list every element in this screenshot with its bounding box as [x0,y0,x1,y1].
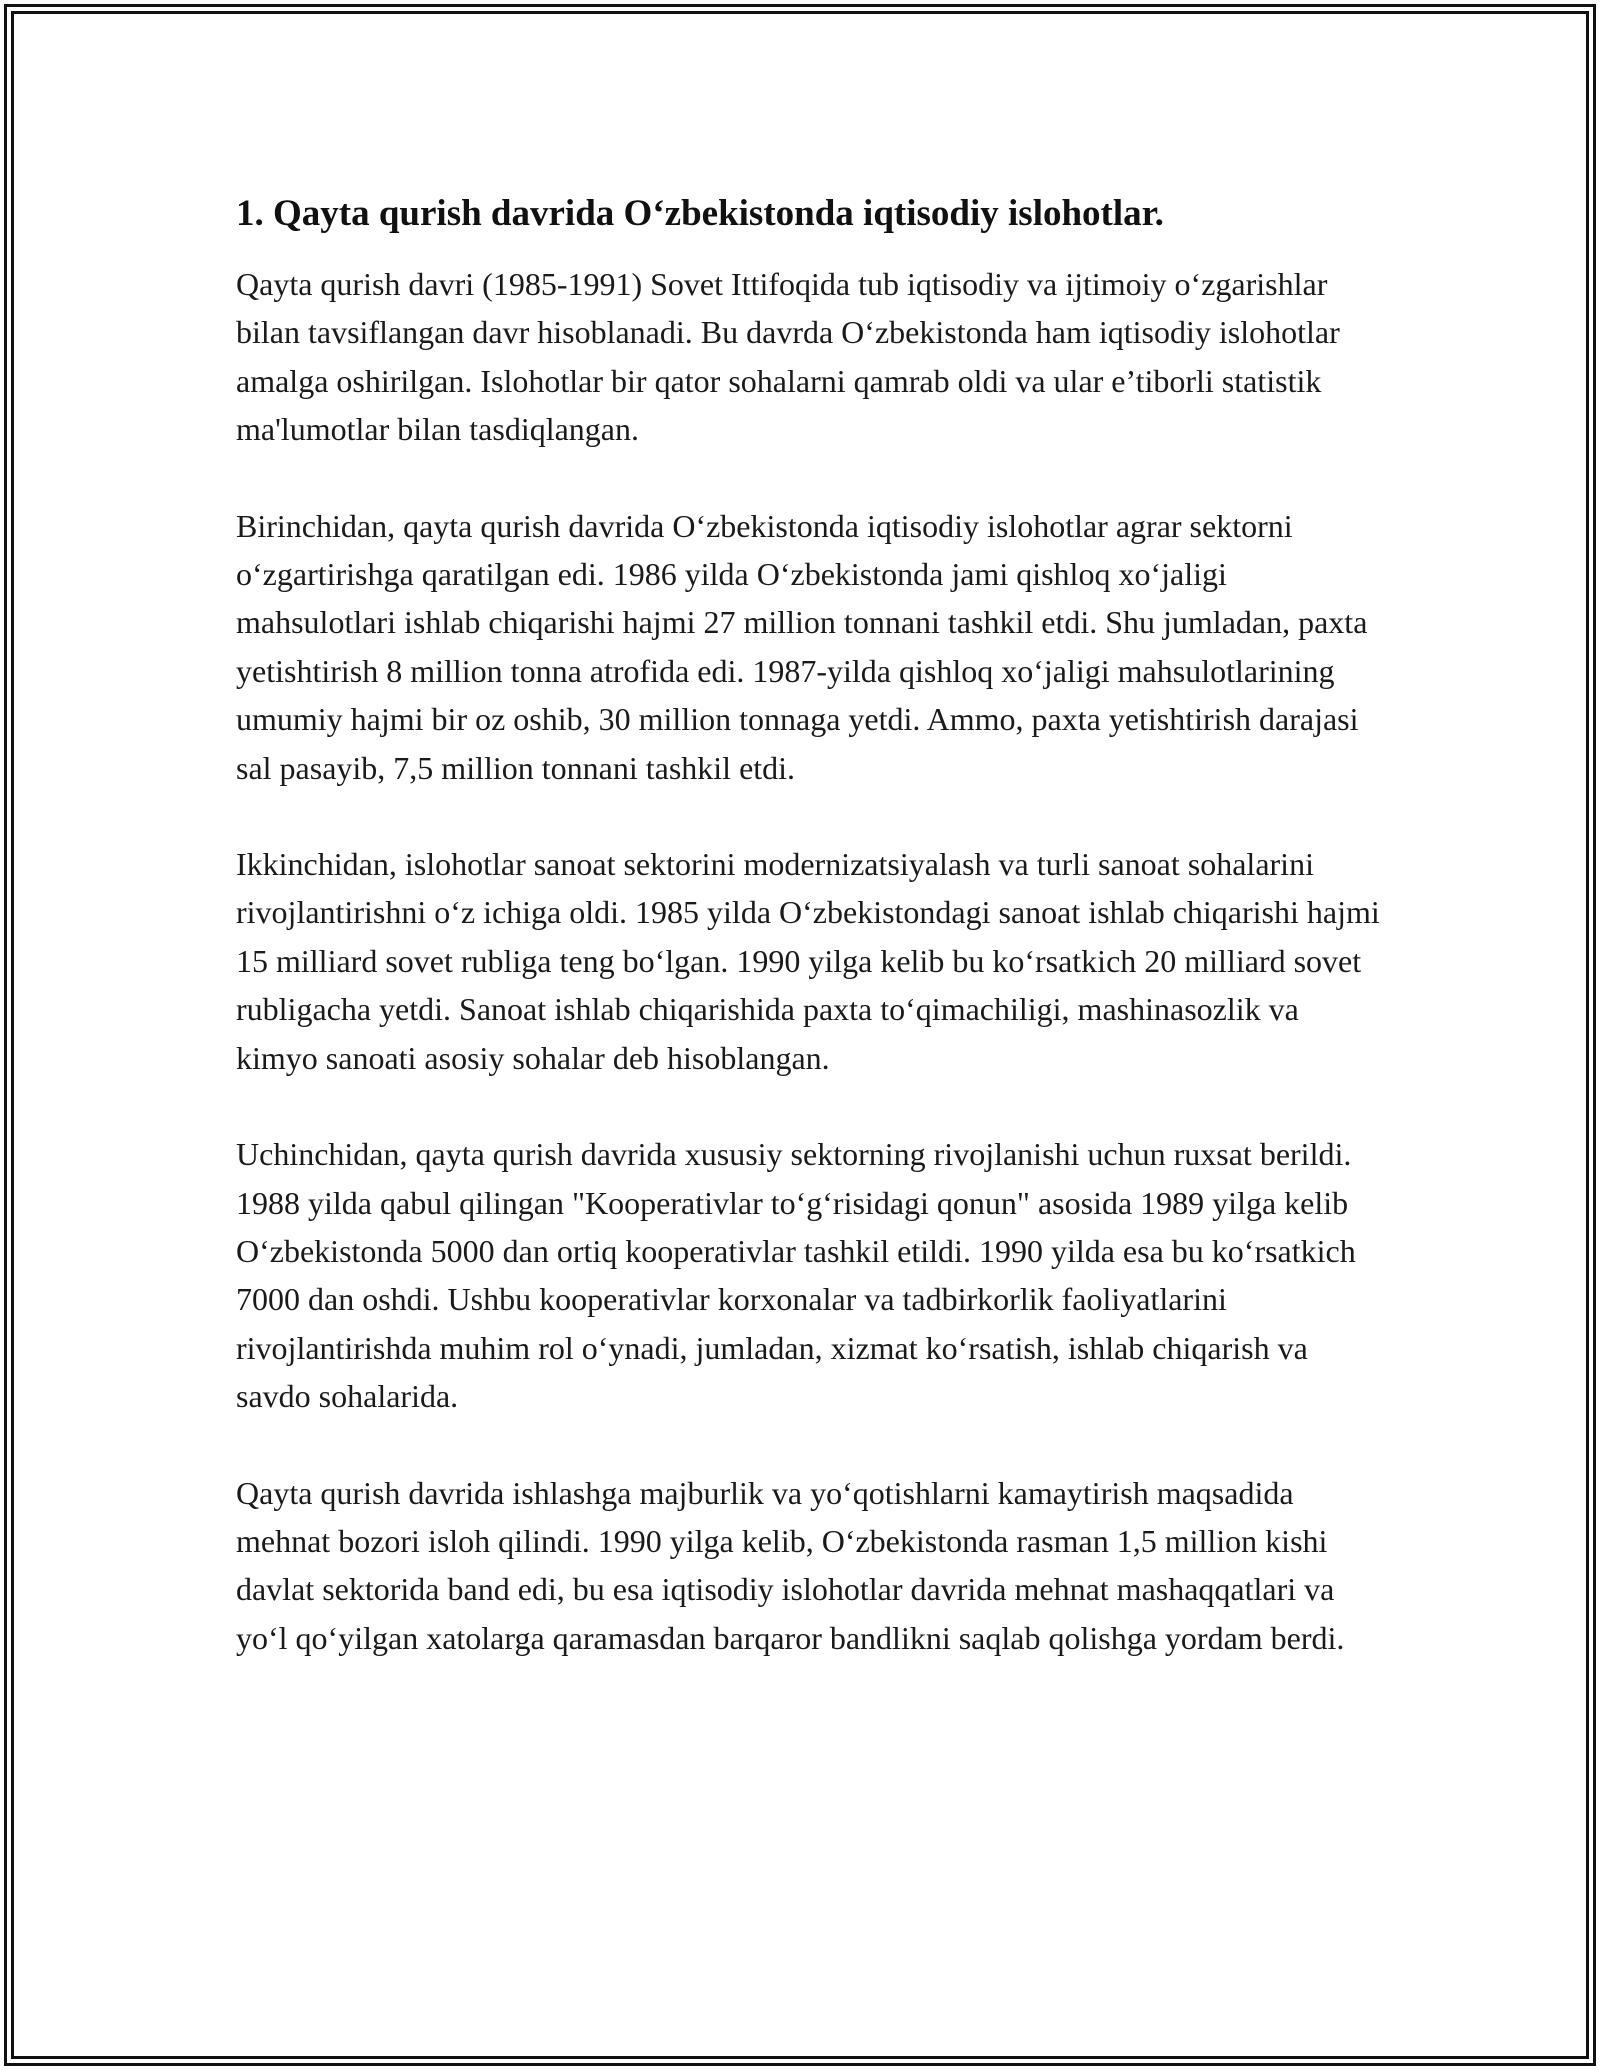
paragraph-agrarian-sector: Birinchidan, qayta qurish davrida O‘zbekistonda iqtisodiy islohotlar agrar sektorni o‘zgartirishga qaratilgan edi. 1986 yilda O‘zbekistonda jami qishloq xo‘jaligi mahsulotlari ishlab chiqarishi hajmi 27 million tonnani tashkil etdi. Shu jumladan, paxta yetishtirish 8 million tonna atrofida edi. 1987-yilda qishloq xo‘jaligi mahsulotlarining umumiy hajmi bir oz oshib, 30 million tonnaga yetdi. Ammo, paxta yetishtirish darajasi sal pasayib, 7,5 million tonnani tashkil etdi. [236,507,1368,786]
document-title: 1. Qayta qurish davrida O‘zbekistonda iqtisodiy islohotlar. [236,193,1164,234]
paragraph-labor-market: Qayta qurish davrida ishlashga majburlik va yo‘qotishlarni kamaytirish maqsadida mehnat bozori isloh qilindi. 1990 yilga kelib, O‘zbekistonda rasman 1,5 million kishi davlat sektorida band edi, bu esa iqtisodiy islohotlar davrida mehnat mashaqqatlari va yo‘l qo‘yilgan xatolarga qaramasdan barqaror bandlikni saqlab qolishga yordam berdi. [236,1474,1345,1656]
paragraph-industrial-sector: Ikkinchidan, islohotlar sanoat sektorini modernizatsiyalash va turli sanoat sohalarini rivojlantirishni o‘z ichiga oldi. 1985 yilda O‘zbekistondagi sanoat ishlab chiqarishi hajmi 15 milliard sovet rubliga teng bo‘lgan. 1990 yilga kelib bu ko‘rsatkich 20 milliard sovet rubligacha yetdi. Sanoat ishlab chiqarishida paxta to‘qimachiligi, mashinasozlik va kimyo sanoati asosiy sohalar deb hisoblangan. [236,846,1380,1076]
paragraph-private-sector: Uchinchidan, qayta qurish davrida xususiy sektorning rivojlanishi uchun ruxsat berildi. 1988 yilda qabul qilingan "Kooperativlar to‘g‘risidagi qonun" asosida 1989 yilga kelib O‘zbekistonda 5000 dan ortiq kooperativlar tashkil etildi. 1990 yilda esa bu ko‘rsatkich 7000 dan oshdi. Ushbu kooperativlar korxonalar va tadbirkorlik faoliyatlarini rivojlantirishda muhim rol o‘ynadi, jumladan, xizmat ko‘rsatish, ishlab chiqarish va savdo sohalarida. [236,1136,1356,1415]
document-body [236,190,1386,1710]
paragraph-intro: Qayta qurish davri (1985-1991) Sovet Ittifoqida tub iqtisodiy va ijtimoiy o‘zgarishlar bilan tavsiflangan davr hisoblanadi. Bu davrda O‘zbekistonda ham iqtisodiy islohotlar amalga oshirilgan. Islohotlar bir qator sohalarni qamrab oldi va ular e’tiborli statistik ma'lumotlar bilan tasdiqlangan. [236,266,1340,448]
